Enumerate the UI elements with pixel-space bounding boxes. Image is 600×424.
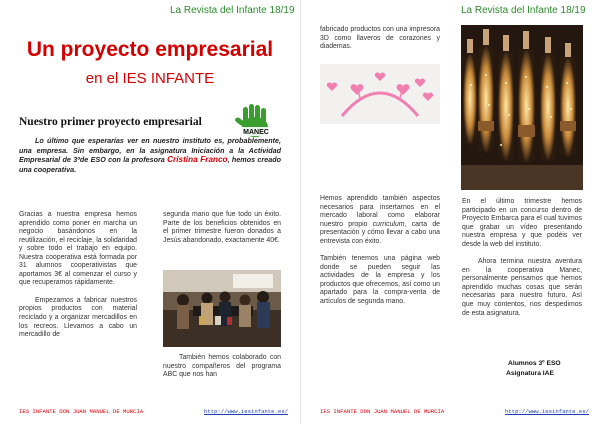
column-far-right [462,198,582,318]
column-right-bottom [320,195,440,307]
manec-logo-text: MANEC [243,129,269,136]
footer-school-name: IES INFANTE DON JUAN MANUEL DE MURCIA [19,408,144,415]
article-title: Un proyecto empresarial [26,38,274,61]
paragraph-text: , carta de presentación y cómo llevar a cabo una entrevista con éxito. [320,220,440,245]
italic-word: curriculum [372,220,405,228]
column-middle-bottom [163,354,281,380]
column-left [19,211,137,340]
paragraph: Ahora termina nuestra aventura en la cooperativa Manec, personalmente pensamos que hemos aprendido muchas cosas que serán necesarias para nuestro futuro. Así que muy contentos, nos despedimos de esta asignatura. [462,258,582,317]
paragraph [320,195,440,246]
paragraph: segunda mano que fue todo un éxito. Parte de los beneficios obtenidos en el primer trimestre fueron donados a Jesús abandonado, exactamente 40€. [163,211,281,244]
article-subtitle: en el IES INFANTE [85,70,215,87]
footer-website-link[interactable]: http://www.iesinfante.es/ [204,408,288,415]
footer-school-name: IES INFANTE DON JUAN MANUEL DE MURCIA [320,408,445,415]
intro-text: Lo último que esperarías ver en nuestro instituto es, probablemente, una empresa. Sin embargo, en la asignatura Iniciación a la Actividad Empresarial de 3ºde ESO con la profesora [19,136,281,165]
intro-text-end: , hemos creado una cooperativa. [19,155,282,174]
column-middle [163,211,281,245]
signature-line-2: Asignatura IAE [506,370,554,377]
paragraph: Gracias a nuestra empresa hemos aprendido como poner en marcha un negocio basándonos en la reutilización, el reciclaje, la solidaridad y sobre todo el trabajo en equipo. Nuestra cooperativa está formada por 31 alumnos cooperativistas que aportamos 3€ al comenzar el curso y que recuperamos rápidamente. [19,211,137,287]
heart-headband-photo [320,64,440,124]
decorated-bottles-photo [461,25,583,190]
paragraph: En el último trimestre hemos participado en un concurso dentro de Proyecto Embarca para el cual tuvimos que grabar un vídeo presentando nuestra empresa y que podéis ver desde la web del instituto. [462,198,582,248]
paragraph: También tenemos una página web donde se pueden seguir las actividades de la empresa y los productos que ofrecemos, así como un apartado para la compra-venta de artículos de segunda mano. [320,255,440,306]
page-right [300,0,600,424]
column-right-top [320,26,440,52]
paragraph: También hemos colaborado con nuestro compañeros del programa ABC que nos han [163,354,281,379]
magazine-header: La Revista del Infante 18/19 [461,5,586,16]
paragraph: Empezamos a fabricar nuestros propios productos con material reciclado y a organizar mercadillos en los recreos. Llevamos a cabo un mercadillo de [19,296,137,339]
classroom-photo [163,270,281,347]
section-heading: Nuestro primer proyecto empresarial [19,116,202,128]
paragraph-text: Hemos aprendido también aspectos necesarios para insertarnos en el mercado laboral como elaborar nuestro propio [320,195,440,228]
article-intro [19,136,281,174]
teacher-name: Cristina Franco [167,155,228,165]
signature-line-1: Alumnos 3º ESO [508,360,561,367]
magazine-header: La Revista del Infante 18/19 [170,5,295,16]
paragraph: fabricado productos con una impresora 3D como llaveros de corazones y diademas. [320,26,440,51]
footer-website-link[interactable]: http://www.iesinfante.es/ [505,408,589,415]
